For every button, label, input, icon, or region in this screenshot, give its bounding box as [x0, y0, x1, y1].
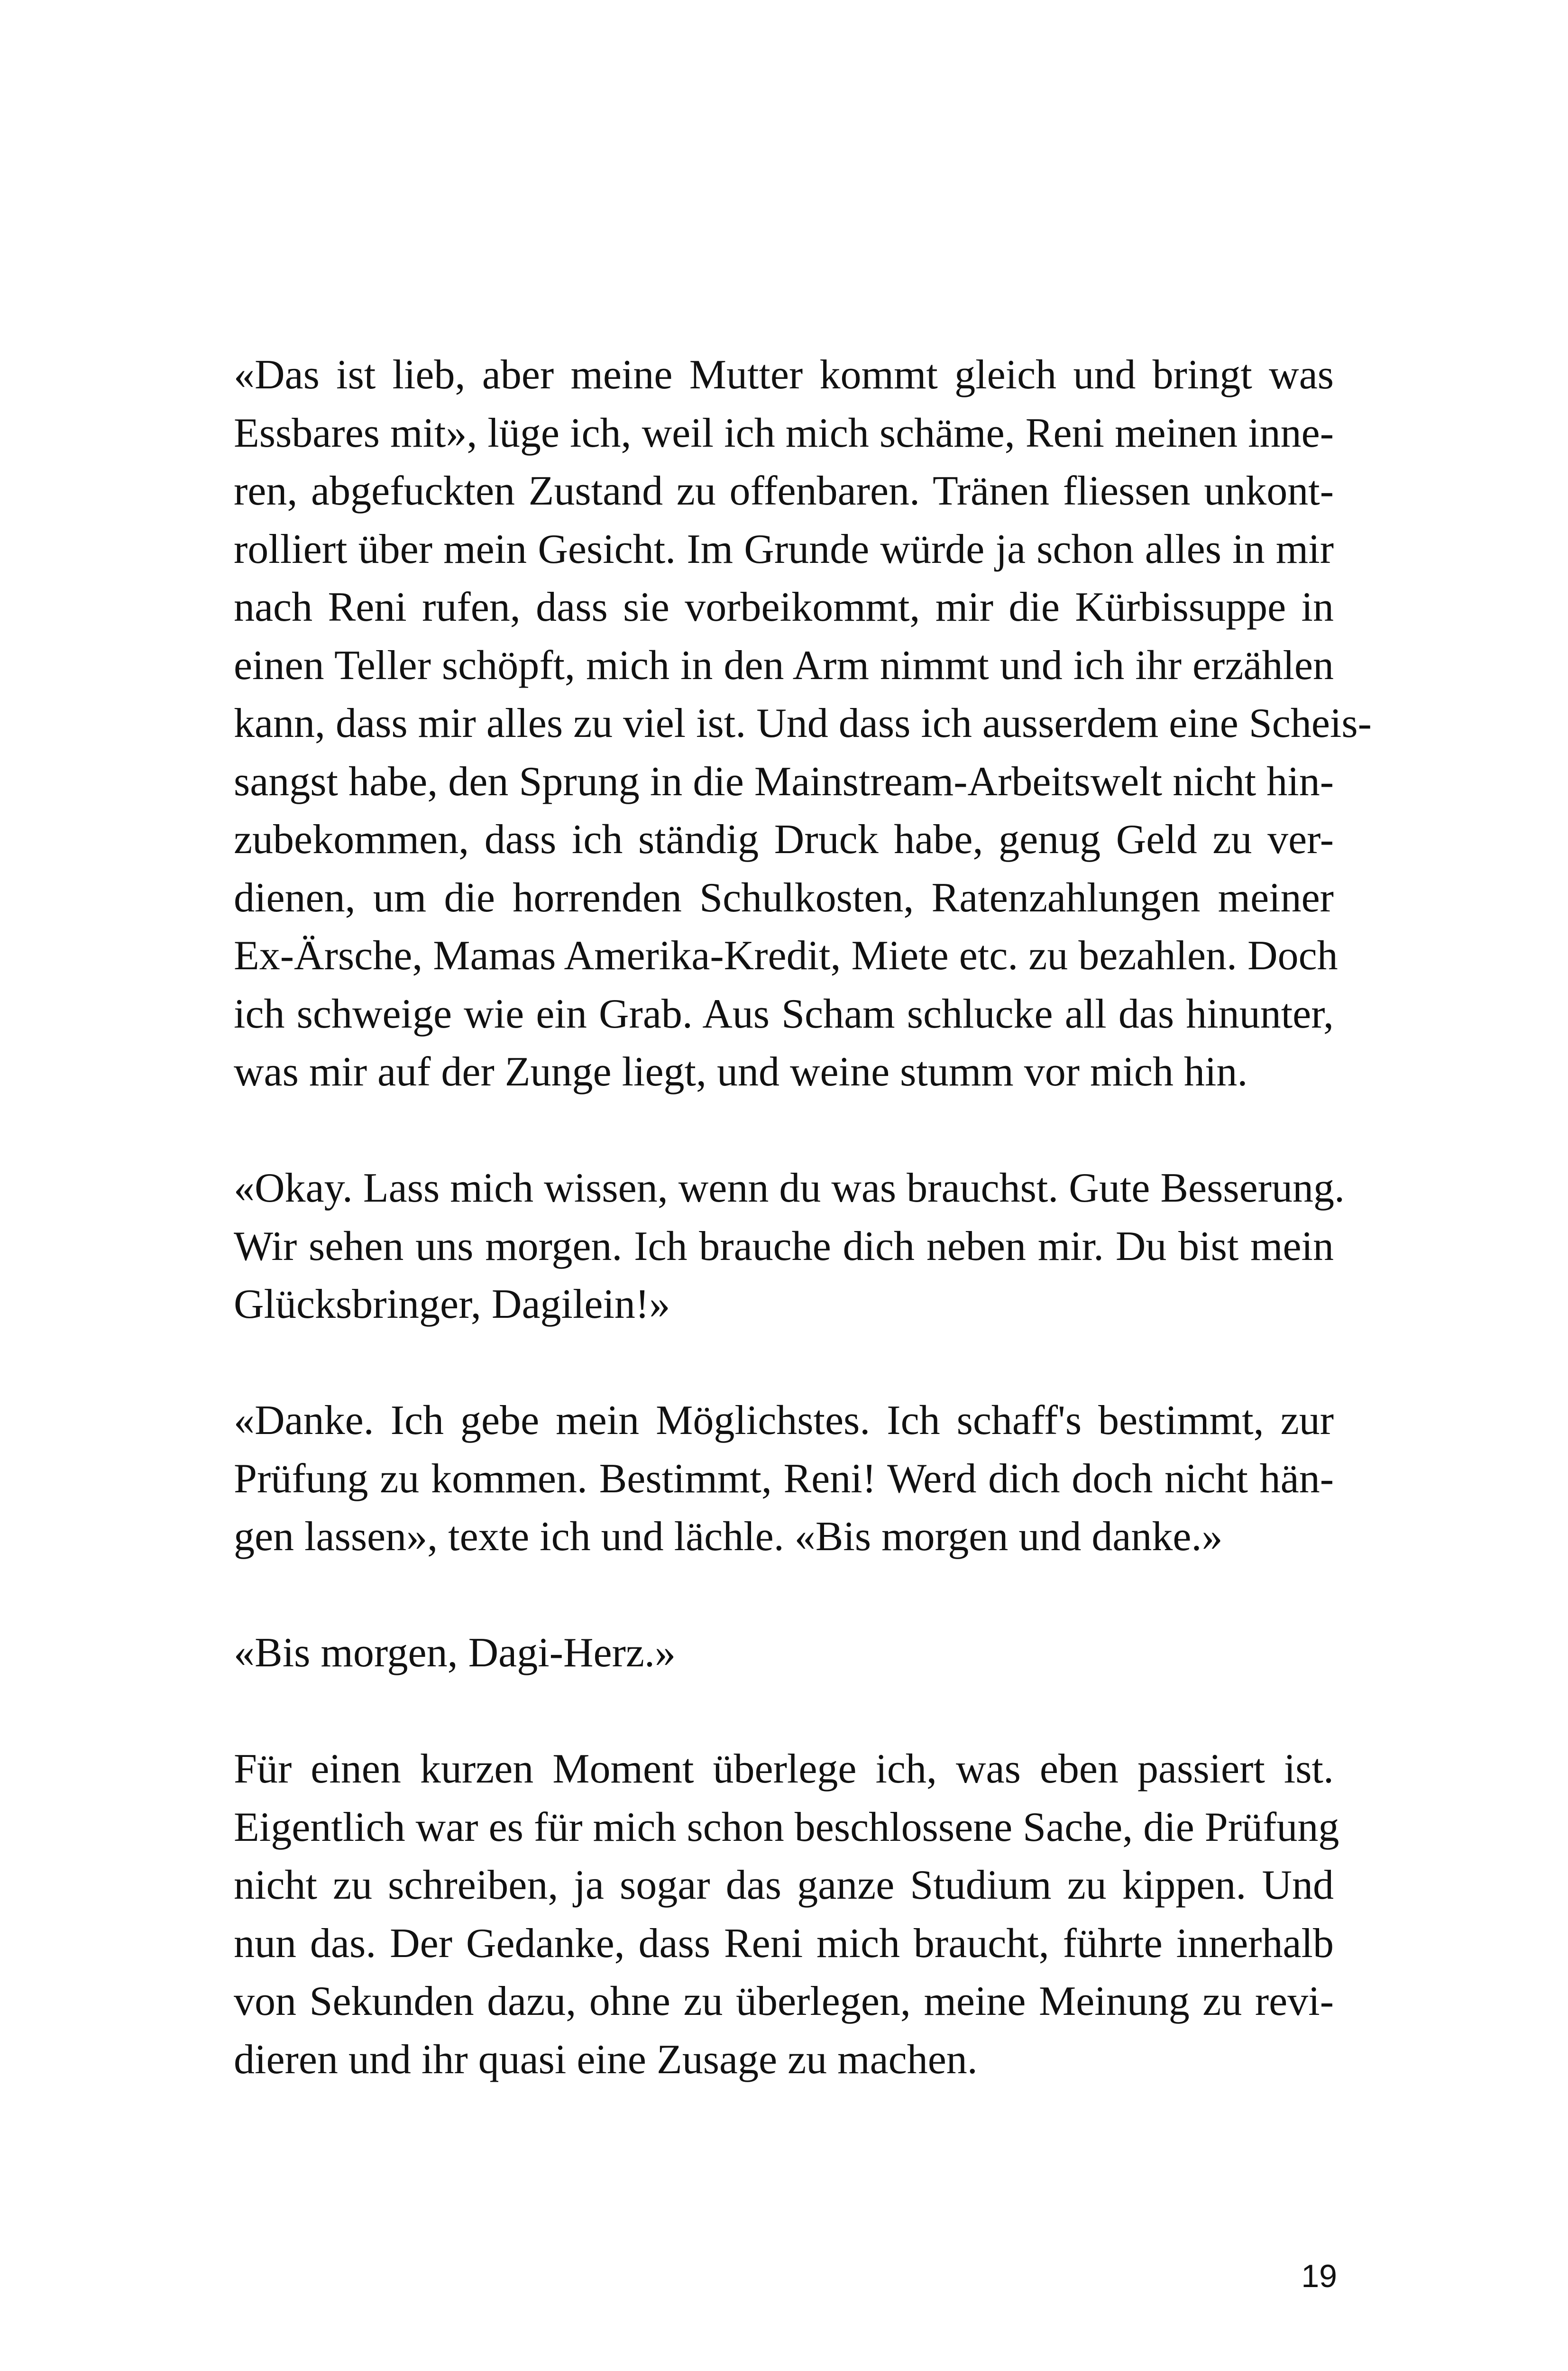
text-line: nun das. Der Gedanke, dass Reni mich braucht, führte innerhalb [234, 1920, 1334, 1967]
text-line: nicht zu schreiben, ja sogar das ganze Studium zu kippen. Und [234, 1862, 1334, 1908]
text-line: ren, abgefuckten Zustand zu offenbaren. Tränen fliessen unkont- [234, 468, 1334, 514]
text-line: dienen, um die horrenden Schulkosten, Ratenzahlungen meiner [234, 874, 1334, 921]
paragraph-2 [234, 1159, 1345, 1334]
text-line: sangst habe, den Sprung in die Mainstream-Arbeitswelt nicht hin- [234, 758, 1334, 805]
text-line: «Das ist lieb, aber meine Mutter kommt gleich und bringt was [234, 352, 1334, 398]
text-line: zubekommen, dass ich ständig Druck habe, genug Geld zu ver- [234, 817, 1334, 863]
text-line: rolliert über mein Gesicht. Im Grunde würde ja schon alles in mir [234, 526, 1334, 572]
text-line: Ex-Ärsche, Mamas Amerika-Kredit, Miete etc. zu bezahlen. Doch [234, 933, 1338, 979]
text-line: dieren und ihr quasi eine Zusage zu machen. [234, 2036, 978, 2083]
body-text [234, 346, 1372, 2147]
text-line: gen lassen», texte ich und lächle. «Bis morgen und danke.» [234, 1514, 1223, 1560]
text-line: Eigentlich war es für mich schon beschlossene Sache, die Prüfung [234, 1804, 1339, 1850]
text-line: Wir sehen uns morgen. Ich brauche dich neben mir. Du bist mein [234, 1223, 1334, 1269]
text-line: von Sekunden dazu, ohne zu überlegen, meine Meinung zu revi- [234, 1978, 1334, 2024]
text-line: «Bis morgen, Dagi-Herz.» [234, 1630, 676, 1676]
paragraph-3 [234, 1392, 1334, 1566]
paragraph-4 [234, 1624, 1334, 1682]
text-line: Für einen kurzen Moment überlege ich, was eben passiert ist. [234, 1746, 1334, 1792]
text-line: einen Teller schöpft, mich in den Arm nimmt und ich ihr erzählen [234, 642, 1334, 689]
text-line: kann, dass mir alles zu viel ist. Und dass ich ausserdem eine Scheis- [234, 700, 1372, 746]
paragraph-1 [234, 346, 1372, 1102]
text-line: ich schweige wie ein Grab. Aus Scham schlucke all das hinunter, [234, 991, 1334, 1037]
text-line: was mir auf der Zunge liegt, und weine stumm vor mich hin. [234, 1049, 1248, 1095]
text-line: «Okay. Lass mich wissen, wenn du was brauchst. Gute Besserung. [234, 1165, 1345, 1211]
text-line: nach Reni rufen, dass sie vorbeikommt, mir die Kürbissuppe in [234, 584, 1334, 630]
text-line: Essbares mit», lüge ich, weil ich mich schäme, Reni meinen inne- [234, 410, 1334, 456]
page-number: 19 [1301, 2258, 1337, 2294]
text-line: Prüfung zu kommen. Bestimmt, Reni! Werd dich doch nicht hän- [234, 1455, 1334, 1502]
text-line: Glücksbringer, Dagilein!» [234, 1281, 670, 1327]
paragraph-5 [234, 1740, 1339, 2089]
text-line: «Danke. Ich gebe mein Möglichstes. Ich schaff's bestimmt, zur [234, 1397, 1334, 1443]
